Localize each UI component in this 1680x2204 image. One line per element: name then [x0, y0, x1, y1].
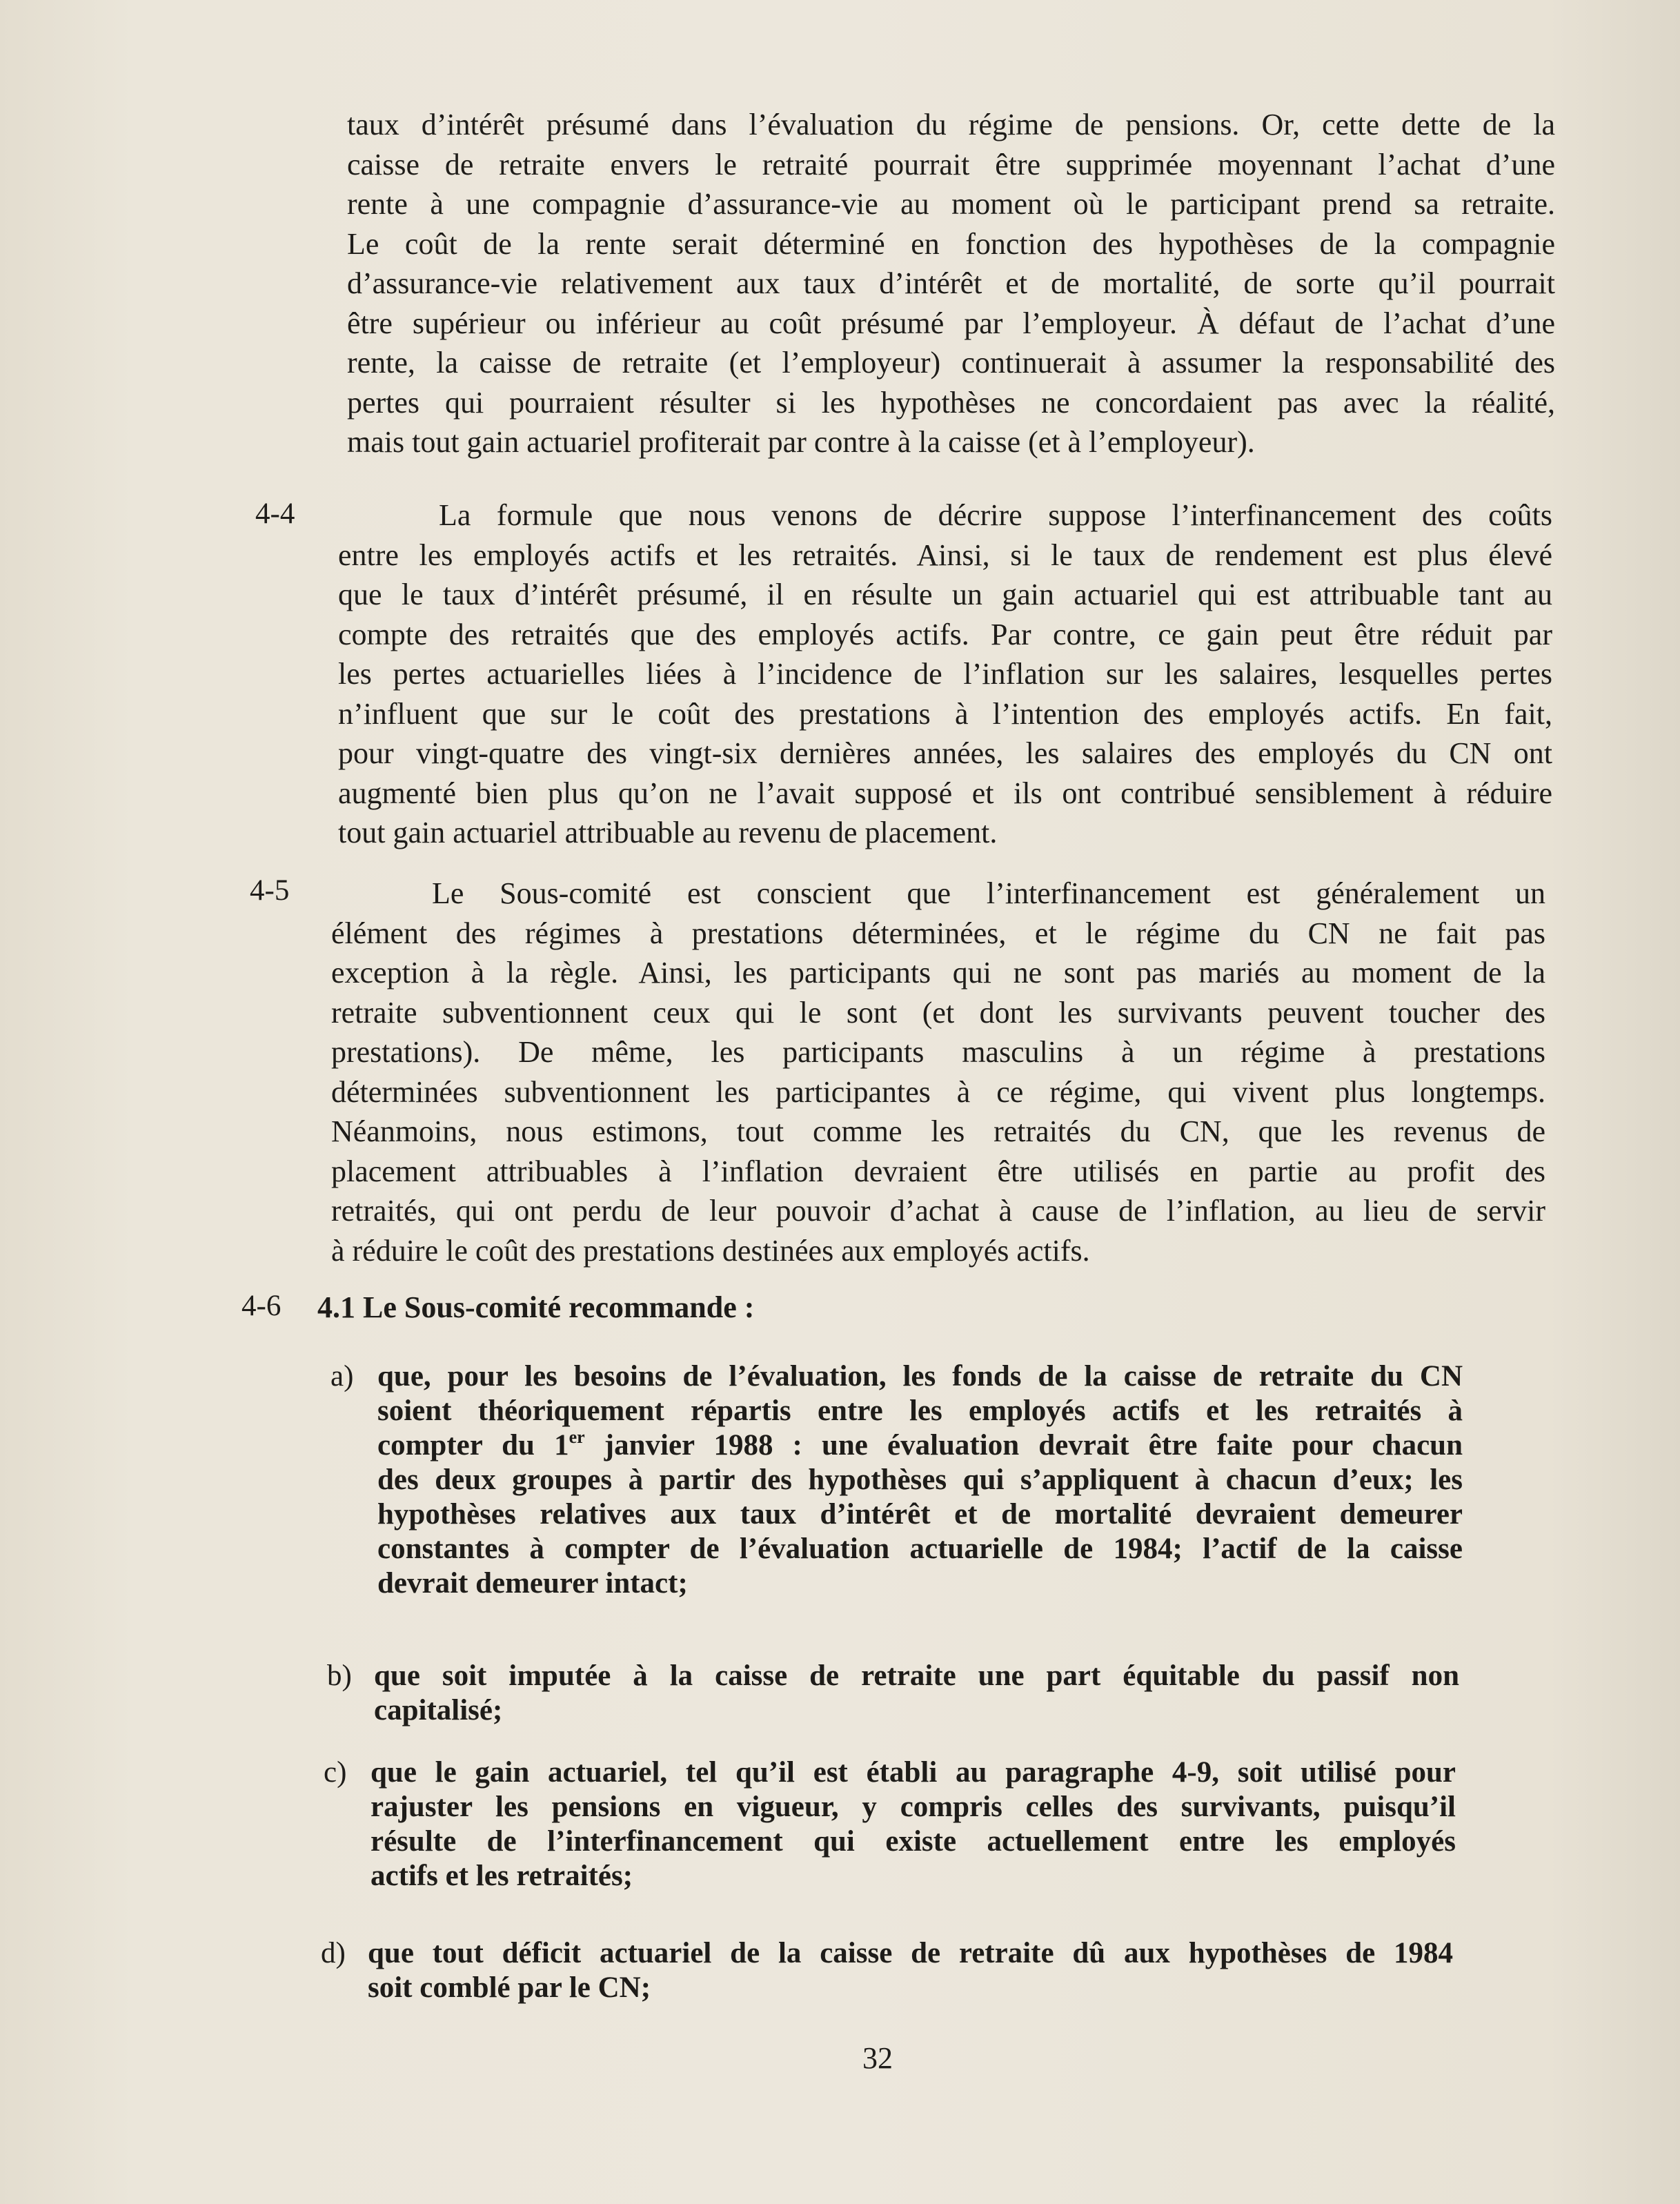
text-line: Le Sous-comité est conscient que l’interfinancement est généralement un: [432, 876, 1545, 910]
text-line: pertes qui pourraient résulter si les hypothèses ne concordaient pas avec la réalité,: [347, 385, 1555, 420]
item-letter: c): [324, 1756, 347, 1789]
text-line: exception à la règle. Ainsi, les participants qui ne sont pas mariés au moment de la: [331, 956, 1545, 990]
text-line: devrait demeurer intact;: [377, 1567, 688, 1600]
text-line: rente, la caisse de retraite (et l’employeur) continuerait à assumer la responsabilité des: [347, 346, 1555, 380]
text-line: augmenté bien plus qu’on ne l’avait supposé et ils ont contribué sensiblement à réduire: [338, 776, 1552, 810]
text-line: les pertes actuarielles liées à l’incidence de l’inflation sur les salaires, lesquelles pertes: [338, 657, 1552, 691]
text-line: hypothèses relatives aux taux d’intérêt et de mortalité devraient demeurer: [377, 1498, 1463, 1531]
text-line: que, pour les besoins de l’évaluation, les fonds de la caisse de retraite du CN: [377, 1360, 1463, 1393]
recommendation-item-b: [327, 1659, 1459, 1728]
text-line: entre les employés actifs et les retraités. Ainsi, si le taux de rendement est plus élevé: [338, 538, 1552, 572]
paragraph-4-4: [338, 495, 1552, 853]
text-line: Néanmoins, nous estimons, tout comme les retraités du CN, que les revenus de: [331, 1114, 1545, 1148]
text-line: d’assurance-vie relativement aux taux d’intérêt et de mortalité, de sorte qu’il pourrait: [347, 266, 1555, 300]
text-line: La formule que nous venons de décrire suppose l’interfinancement des coûts: [439, 498, 1552, 532]
text-line: élément des régimes à prestations déterminées, et le régime du CN ne fait pas: [331, 916, 1545, 950]
recommendation-item-a: [330, 1359, 1463, 1601]
text-line: n’influent que sur le coût des prestations à l’intention des employés actifs. En fait,: [338, 696, 1552, 731]
page-number: 32: [862, 2041, 893, 2075]
text-line: être supérieur ou inférieur au coût présumé par l’employeur. À défaut de l’achat d’une: [347, 306, 1555, 340]
item-letter: a): [330, 1360, 354, 1393]
text-line: retraités, qui ont perdu de leur pouvoir d’achat à cause de l’inflation, au lieu de servir: [331, 1194, 1545, 1228]
paragraph-number: 4-4: [255, 498, 295, 530]
text-line: tout gain actuariel attribuable au revenu de placement.: [338, 816, 998, 849]
paragraph-4-5: [331, 874, 1545, 1270]
item-letter: b): [327, 1660, 352, 1692]
text-line: retraite subventionnent ceux qui le sont (et dont les survivants peuvent toucher des: [331, 995, 1545, 1030]
text-line: que tout déficit actuariel de la caisse de retraite dû aux hypothèses de 1984: [368, 1937, 1453, 1969]
text-line: Le coût de la rente serait déterminé en fonction des hypothèses de la compagnie: [347, 226, 1555, 261]
text-line: caisse de retraite envers le retraité pourrait être supprimée moyennant l’achat d’une: [347, 147, 1555, 181]
text-line: soit comblé par le CN;: [368, 1971, 651, 2004]
recommendation-item-d: [321, 1936, 1453, 2005]
text-line: prestations). De même, les participants masculins à un régime à prestations: [331, 1035, 1545, 1069]
item-letter: d): [321, 1937, 346, 1969]
text-line: constantes à compter de l’évaluation actuarielle de 1984; l’actif de la caisse: [377, 1533, 1463, 1565]
text-line: compte des retraités que des employés actifs. Par contre, ce gain peut être réduit par: [338, 617, 1552, 651]
text-line: pour vingt-quatre des vingt-six dernières années, les salaires des employés du CN ont: [338, 736, 1552, 770]
text-line: que soit imputée à la caisse de retraite une part équitable du passif non: [374, 1660, 1459, 1692]
text-line: rente à une compagnie d’assurance-vie au moment où le participant prend sa retraite.: [347, 187, 1555, 221]
text-line: soient théoriquement répartis entre les employés actifs et les retraités à: [377, 1395, 1463, 1427]
text-line: capitalisé;: [374, 1694, 503, 1726]
text-line: résulte de l’interfinancement qui existe actuellement entre les employés: [370, 1825, 1456, 1858]
paragraph-number: 4-5: [250, 874, 290, 907]
text-line: à réduire le coût des prestations destinées aux employés actifs.: [331, 1233, 1090, 1268]
text-line: placement attribuables à l’inflation devraient être utilisés en partie au profit des: [331, 1154, 1545, 1188]
text-fragment: compter du 1: [377, 1429, 569, 1462]
text-line: taux d’intérêt présumé dans l’évaluation du régime de pensions. Or, cette dette de la: [347, 108, 1555, 141]
recommendation-heading: 4.1 Le Sous-comité recommande :: [317, 1290, 755, 1324]
superscript: er: [569, 1426, 585, 1447]
text-line: des deux groupes à partir des hypothèses qui s’appliquent à chacun d’eux; les: [377, 1464, 1463, 1496]
paragraph-intro: [347, 105, 1555, 462]
recommendation-item-c: [324, 1755, 1456, 1893]
text-fragment: janvier 1988 : une évaluation devrait être faite pour chacun: [584, 1429, 1463, 1462]
text-line: rajuster les pensions en vigueur, y compris celles des survivants, puisqu’il: [370, 1791, 1456, 1823]
paragraph-number: 4-6: [241, 1290, 281, 1322]
text-line: actifs et les retraités;: [370, 1860, 633, 1892]
text-line: mais tout gain actuariel profiterait par contre à la caisse (et à l’employeur).: [347, 425, 1255, 459]
text-line: déterminées subventionnent les participantes à ce régime, qui vivent plus longtemps.: [331, 1074, 1545, 1109]
text-line: [377, 1428, 1463, 1463]
text-line: que le gain actuariel, tel qu’il est établi au paragraphe 4-9, soit utilisé pour: [370, 1756, 1456, 1789]
text-line: que le taux d’intérêt présumé, il en résulte un gain actuariel qui est attribuable tant au: [338, 578, 1552, 611]
